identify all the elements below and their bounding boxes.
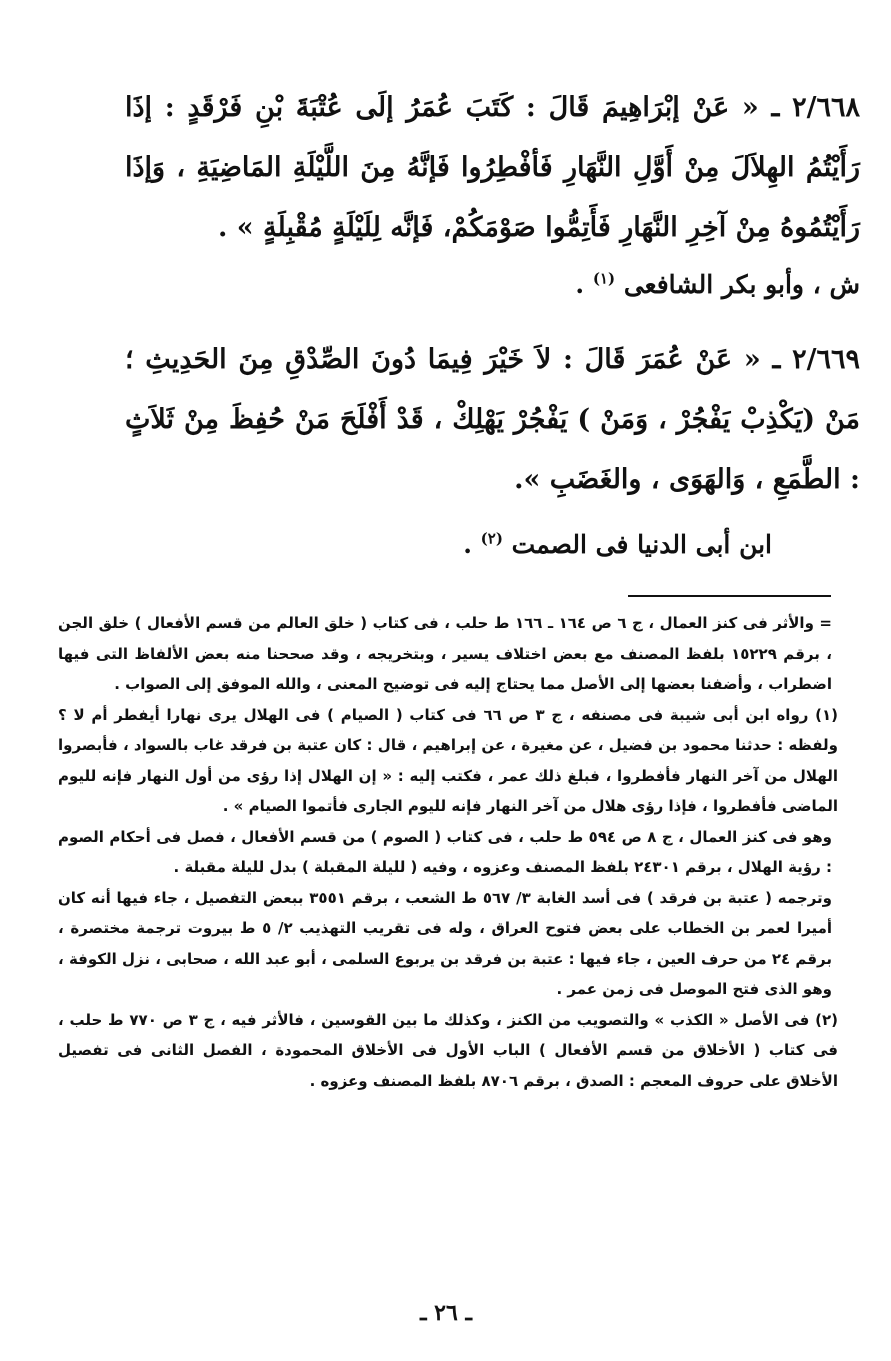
page-number: ـ ٢٦ ـ — [420, 1300, 472, 1326]
footnote-ref-1[interactable]: (١) — [592, 269, 616, 288]
period: . — [575, 270, 585, 299]
footnotes — [58, 608, 838, 1096]
footnote-separator — [628, 595, 831, 597]
footnote-1-kanz: وهو فى كنز العمال ، ج ٨ ص ٥٩٤ ط حلب ، فى كتاب ( الصوم ) من قسم الأفعال ، فصل فى أحكام الصوم : رؤية الهلال ، برقم ٢٤٣٠١ بلفظ المصنف وعزوه ، وفيه ( لليلة المقبلة ) بدل لليلة مقبلة . — [58, 827, 833, 876]
period: . — [463, 530, 472, 559]
hadith-668-source — [340, 265, 860, 305]
footnote-1-biography: وترجمه ( عتبة بن فرقد ) فى أسد الغابة ٣/ ٥٦٧ ط الشعب ، برقم ٣٥٥١ ببعض التفصيل ، جاء فيها أنه كان أميرا لعمر بن الخطاب على بعض فتوح العراق ، وله فى تقريب التهذيب ٢/ ٥ ط بيروت ترجمة مختصرة ، برقم ٢٤ من حرف العين ، جاء فيها : عتبة بن فرقد بن يربوع السلمى ، أبو عبد الله ، صحابى ، نزل الكوفة ، وهو الذى فتح الموصل فى زمن عمر . — [58, 888, 832, 998]
hadith-669-source — [300, 525, 772, 565]
hadith-668-text: ٢/٦٦٨ ـ « عَنْ إبْرَاهِيمَ قَالَ : كَتَبَ عُمَرُ إلَى عُتْبَةَ بْنِ فَرْقَدٍ : إذَا رَأَيْتُمُ الهِلاَلَ مِنْ أَوَّلِ النَّهَارِ فَأفْطِرُوا فَإنَّهُ مِنَ اللَّيْلَةِ المَاضِيَةِ ، وَإذَا رَأَيْتُمُوهُ مِنْ آخِرِ النَّهَارِ فَأَتِمُّوا صَوْمَكُمْ، فَإنَّه لِلَيْلَةٍ مُقْبِلَةٍ » . — [125, 92, 860, 243]
footnote-continuation: = والأثر فى كنز العمال ، ج ٦ ص ١٦٤ ـ ١٦٦ ط حلب ، فى كتاب ( خلق العالم من قسم الأفعال ) خلق الجن ، برقم ١٥٢٢٩ بلفظ المصنف مع بعض اختلاف يسير ، وبتخريجه ، وقد صححنا منه بعض الألفاظ التى فيها اضطراب ، وأضفنا بعضها إلى الأصل مما يحتاج إليه فى توضيح المعنى ، والله الموفق إلى الصواب . — [58, 614, 832, 693]
hadith-668-source-name: ش ، وأبو بكر الشافعى — [623, 270, 860, 299]
hadith-669-text: ٢/٦٦٩ ـ « عَنْ عُمَرَ قَالَ : لاَ خَيْرَ فِيمَا دُونَ الصِّدْقِ مِنَ الحَدِيثِ ؛ مَنْ (يَكْذِبْ يَفْجُرْ ، وَمَنْ ) يَفْجُرْ يَهْلِكْ ، قَدْ أَفْلَحَ مَنْ حُفِظَ مِنْ ثَلاَثٍ : الطَّمَعِ ، وَالهَوَى ، والغَضَبِ ». — [125, 344, 860, 495]
footnote-ref-2[interactable]: (٢) — [480, 529, 503, 548]
footnote-2: (٢) فى الأصل « الكذب » والتصويب من الكنز ، وكذلك ما بين القوسين ، فالأثر فيه ، ج ٣ ص ٧٧٠ ط حلب ، فى كتاب ( الأخلاق من قسم الأفعال ) الباب الأول فى الأخلاق المحمودة ، الفصل الثانى فى تفصيل الأخلاق على حروف المعجم : الصدق ، برقم ٨٧٠٦ بلفظ المصنف وعزوه . — [58, 1010, 838, 1090]
hadith-669-source-name: ابن أبى الدنيا فى الصمت — [511, 530, 772, 559]
footnote-1: (١) رواه ابن أبى شيبة فى مصنفه ، ج ٣ ص ٦٦ فى كتاب ( الصيام ) فى الهلال يرى نهارا أيفطر أم لا ؟ ولفظه : حدثنا محمود بن فضيل ، عن مغيرة ، عن إبراهيم ، قال : كان عتبة بن فرقد غاب بالسواد ، فأبصروا الهلال من آخر النهار فأفطروا ، فبلغ ذلك عمر ، فكتب إليه : « إن الهلال إذا رؤى من أول النهار فإنه لليوم الماضى فأفطروا ، فإذا رؤى هلال من آخر النهار فإنه لليوم الجارى فأتموا الصيام » . — [58, 705, 839, 815]
